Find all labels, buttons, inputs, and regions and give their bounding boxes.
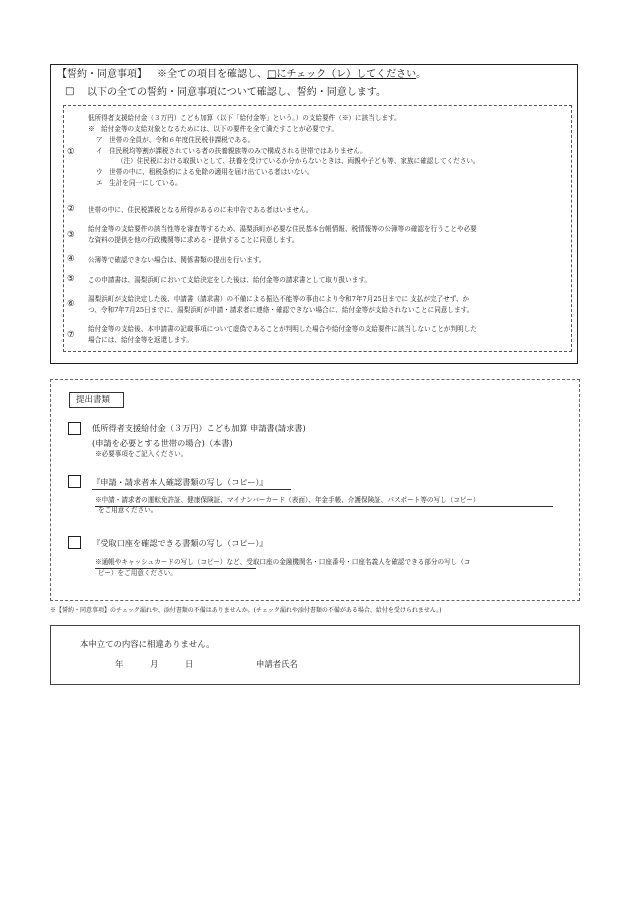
- date-month-label: 月: [150, 659, 159, 669]
- pledge-item-text: この申請書は、湯梨浜町において支給決定をした後は、給付金等の請求書として取り扱います。: [88, 276, 372, 284]
- pledge-instruction: ※全ての項目を確認し、□にチェック（レ）してください。: [157, 69, 427, 80]
- document-title: 『申請・請求者本人確認書類の写し（コピー）』: [92, 477, 268, 487]
- declaration-section: [50, 625, 580, 685]
- pledge-item-text: ア 世帯の全員が、令和６年度住民税非課税である。: [96, 136, 255, 144]
- pledge-item-text: 世帯の中に、住民税課税となる所得があるのに未申告である者はいません。: [88, 206, 313, 214]
- pledge-item-text: イ 住民税均等割が課税されている者の扶養親族等のみで構成される世帯ではありません。: [96, 147, 367, 155]
- document-note: ピー）をご用意ください。: [98, 569, 177, 577]
- document-note: ※申請・請求者の運転免許証、健康保険証、マイナンバーカード（表面）、年金手帳、介護保険証、パスポート等の写し（コピー）: [95, 496, 480, 504]
- pledge-item-number: ⑤: [67, 274, 75, 284]
- document-note: をご用意ください。: [98, 506, 158, 514]
- document-note: ※通帳やキャッシュカードの写し（コピー）など、受取口座の金融機関名・口座番号・口座名義人を確認できる部分の写し（コ: [95, 558, 471, 566]
- pledge-item-number: ⑥: [67, 299, 75, 309]
- date-year-label: 年: [115, 659, 124, 669]
- document-subtitle: (申請を必要とする世帯の場合)（本書): [92, 438, 233, 448]
- pledge-instruction-underlined: □にチェック（レ）してください: [267, 69, 417, 80]
- pledge-item-number: ⑦: [67, 330, 75, 340]
- footnote: ※【誓約・同意事項】のチェック漏れや、添付書類の不備はありませんか。(チェック漏れや添付書類の不備がある場合、給付を受けられません。): [50, 607, 442, 614]
- document-note: ※必要事項をご記入ください。: [95, 450, 188, 458]
- document-checkbox[interactable]: [68, 475, 81, 488]
- document-title-underline: [92, 489, 291, 490]
- pledge-item-text: 場合には、給付金等を返還します。: [88, 336, 193, 344]
- pledge-item-text: な資料の提供を他の行政機関等に求める・提供することに同意します。: [88, 236, 299, 244]
- pledge-item-number: ④: [67, 254, 75, 264]
- document-title: 低所得者支援給付金（３万円）こども加算 申請書(請求書): [92, 423, 306, 433]
- pledge-item-text: 公簿等で確認できない場合は、関係書類の提出を行います。: [88, 256, 266, 264]
- pledge-all-checkbox[interactable]: □: [65, 86, 75, 97]
- documents-label: 提出書類: [76, 395, 111, 405]
- pledge-item-number: ③: [67, 230, 75, 240]
- pledge-heading: 【誓約・同意事項】: [57, 69, 147, 80]
- pledge-item-text: ウ 世帯の中に、租税条約による免除の適用を届け出ている者はいない。: [96, 168, 314, 176]
- document-checkbox[interactable]: [68, 422, 81, 435]
- pledge-item-text: 湯梨浜町が支給決定した後、申請書（請求書）の不備による振込不能等の事由により令和7年7月25日までに 支払が完了せず、か: [88, 295, 470, 303]
- pledge-item-number: ①: [67, 147, 75, 157]
- date-day-label: 日: [185, 659, 194, 669]
- pledge-item-text: エ 生計を同一にしている。: [96, 179, 182, 187]
- pledge-item-text: ※ 給付金等の支給対象となるためには、以下の要件を全て満たすことが必要です。: [88, 125, 339, 133]
- pledge-item-number: ②: [67, 204, 75, 214]
- document-title: 『受取口座を確認できる書類の写し（コピー）』: [92, 538, 268, 548]
- pledge-all-label: 以下の全ての誓約・同意事項について確認し、誓約・同意します。: [87, 87, 386, 98]
- document-checkbox[interactable]: [68, 536, 81, 549]
- pledge-item-text: 給付金等の支給後、本申請書の記載事項について虚偽であることが判明した場合や給付金等の支給要件に該当しないことが判明した: [88, 325, 477, 333]
- pledge-item-text: 給付金等の支給要件の該当性等を審査等するため、湯梨浜町が必要な住民基本台帳情報、税情報等の公簿等の確認を行うことや必要: [88, 225, 477, 233]
- pledge-item-text: つ、令和7年7月25日までに、湯梨浜町が申請・請求者に連絡・確認できない場合に、給付金等が支給されないことに同意します。: [88, 306, 474, 314]
- applicant-name-label: 申請者氏名: [256, 659, 298, 669]
- document-note-underline: [95, 506, 553, 507]
- pledge-item-text: 低所得者支援給付金（３万円）こども加算（以下「給付金等」という。）の支給要件（※）に該当します。: [88, 114, 401, 122]
- pledge-item-text: （注）住民税における取扱いとして、扶養を受けているか分からないときは、両親や子ども等、家族に確認してください。: [117, 157, 480, 165]
- declaration-statement: 本申立ての内容に相違ありません。: [80, 639, 215, 649]
